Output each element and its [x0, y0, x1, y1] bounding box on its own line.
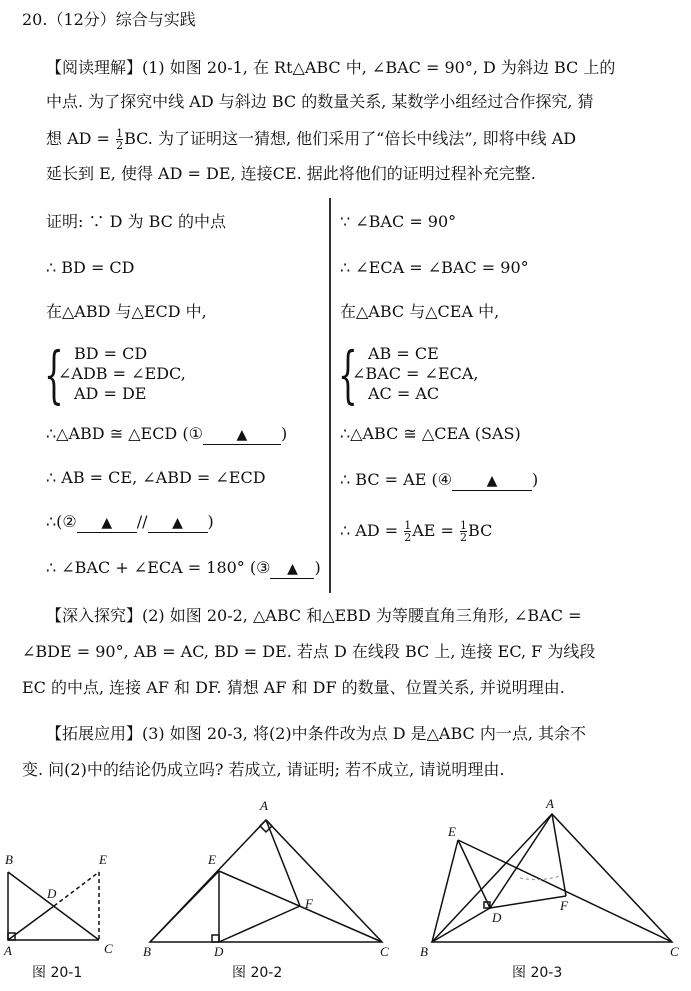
extend-line-1: 【拓展应用】(3) 如图 20-3, 将(2)中条件改为点 D 是△ABC 内一点, 其余不 [46, 724, 587, 743]
proof-left-6: ∴ AB = CE, ∠ABD = ∠ECD [46, 468, 266, 487]
blank-2a[interactable]: ▲ [77, 513, 137, 533]
blank-1[interactable]: ▲ [203, 425, 281, 445]
fraction-half: $\frac{1}{2}$ [404, 519, 412, 544]
proof-left-1: 证明: ∵ D 为 BC 的中点 [46, 212, 226, 231]
proof-right-5: ∴△ABC ≅ △CEA (SAS) [340, 424, 521, 443]
system-left-eq-1: BD = CD [74, 344, 148, 363]
brace-symbol: { [338, 338, 358, 411]
proof-right-1: ∵ ∠BAC = 90° [340, 212, 457, 231]
label-C: C [104, 941, 113, 956]
proof-right-system [338, 338, 538, 411]
fraction-half: $\frac{1}{2}$ [460, 519, 468, 544]
proof-left-2: ∴ BD = CD [46, 258, 135, 277]
proof-left-7: ∴(② ▲ // ▲ ) [46, 512, 214, 531]
proof-left-5: ∴△ABD ≅ △ECD (① ▲ ) [46, 424, 288, 443]
label-B: B [5, 852, 13, 867]
proof-right-2: ∴ ∠ECA = ∠BAC = 90° [340, 258, 529, 277]
label-E: E [208, 852, 216, 867]
figure-20-2 [140, 796, 400, 961]
reading-line-2: 中点. 为了探究中线 AD 与斜边 BC 的数量关系, 某数学小组经过合作探究, 猜 [46, 92, 594, 111]
figure-20-1 [0, 840, 130, 960]
label-D: D [214, 944, 224, 959]
brace-symbol: { [44, 338, 64, 411]
proof-right-6: ∴ BC = AE (④ ▲ ) [340, 470, 539, 489]
blank-4[interactable]: ▲ [452, 471, 532, 491]
caption-20-2: 图 20-2 [232, 965, 283, 981]
reading-line-3-pre: 想 AD = [46, 129, 116, 148]
reading-line-3-post: BC. 为了证明这一猜想, 他们采用了“倍长中线法”, 即将中线 AD [124, 129, 577, 148]
system-right-eq-3: AC = AC [368, 384, 440, 403]
label-F: F [560, 898, 568, 913]
label-A: A [546, 796, 554, 811]
reading-line-4: 延长到 E, 使得 AD = DE, 连接CE. 据此将他们的证明过程补充完整. [46, 164, 536, 183]
blank-2b[interactable]: ▲ [148, 513, 208, 533]
system-left-eq-3: AD = DE [74, 384, 147, 403]
label-E: E [448, 824, 456, 839]
proof-right-3: 在△ABC 与△CEA 中, [340, 302, 500, 321]
proof-left-3: 在△ABD 与△ECD 中, [46, 302, 207, 321]
label-B: B [143, 944, 151, 959]
label-D: D [492, 910, 502, 925]
caption-20-3: 图 20-3 [512, 965, 563, 981]
deep-line-2: ∠BDE = 90°, AB = AC, BD = DE. 若点 D 在线段 BC 上, 连接 EC, F 为线段 [22, 642, 596, 661]
label-C: C [670, 944, 679, 959]
extend-line-2: 变. 问(2)中的结论仍成立吗? 若成立, 请证明; 若不成立, 请说明理由. [22, 760, 505, 779]
proof-column-divider [329, 198, 331, 593]
proof-left-8: ∴ ∠BAC + ∠ECA = 180° (③ ▲ ) [46, 558, 321, 577]
problem-header: 20.（12分）综合与实践 [22, 10, 196, 29]
label-E: E [99, 852, 107, 867]
label-A: A [4, 943, 12, 958]
proof-left-system [44, 338, 244, 411]
proof-right-7: ∴ AD = $\frac{1}{2}$ AE = $\frac{1}{2}$ BC [340, 519, 493, 544]
label-B: B [420, 944, 428, 959]
label-D: D [47, 886, 57, 901]
reading-line-3 [46, 128, 576, 151]
figure-20-3 [420, 796, 685, 961]
deep-line-1: 【深入探究】(2) 如图 20-2, △ABC 和△EBD 为等腰直角三角形, ∠BAC = [46, 606, 582, 625]
deep-line-3: EC 的中点, 连接 AF 和 DF. 猜想 AF 和 DF 的数量、位置关系, 并说明理由. [22, 678, 565, 697]
label-C: C [380, 944, 389, 959]
label-A: A [260, 798, 268, 813]
system-right-eq-2: ∠BAC = ∠ECA, [352, 364, 479, 383]
caption-20-1: 图 20-1 [32, 965, 83, 981]
system-right-eq-1: AB = CE [368, 344, 439, 363]
reading-line-1: 【阅读理解】(1) 如图 20-1, 在 Rt△ABC 中, ∠BAC = 90°, D 为斜边 BC 上的 [46, 58, 616, 77]
blank-3[interactable]: ▲ [270, 559, 314, 579]
system-left-eq-2: ∠ADB = ∠EDC, [58, 364, 186, 383]
fraction-half: $\frac{1}{2}$ [116, 127, 124, 152]
label-F: F [305, 896, 313, 911]
